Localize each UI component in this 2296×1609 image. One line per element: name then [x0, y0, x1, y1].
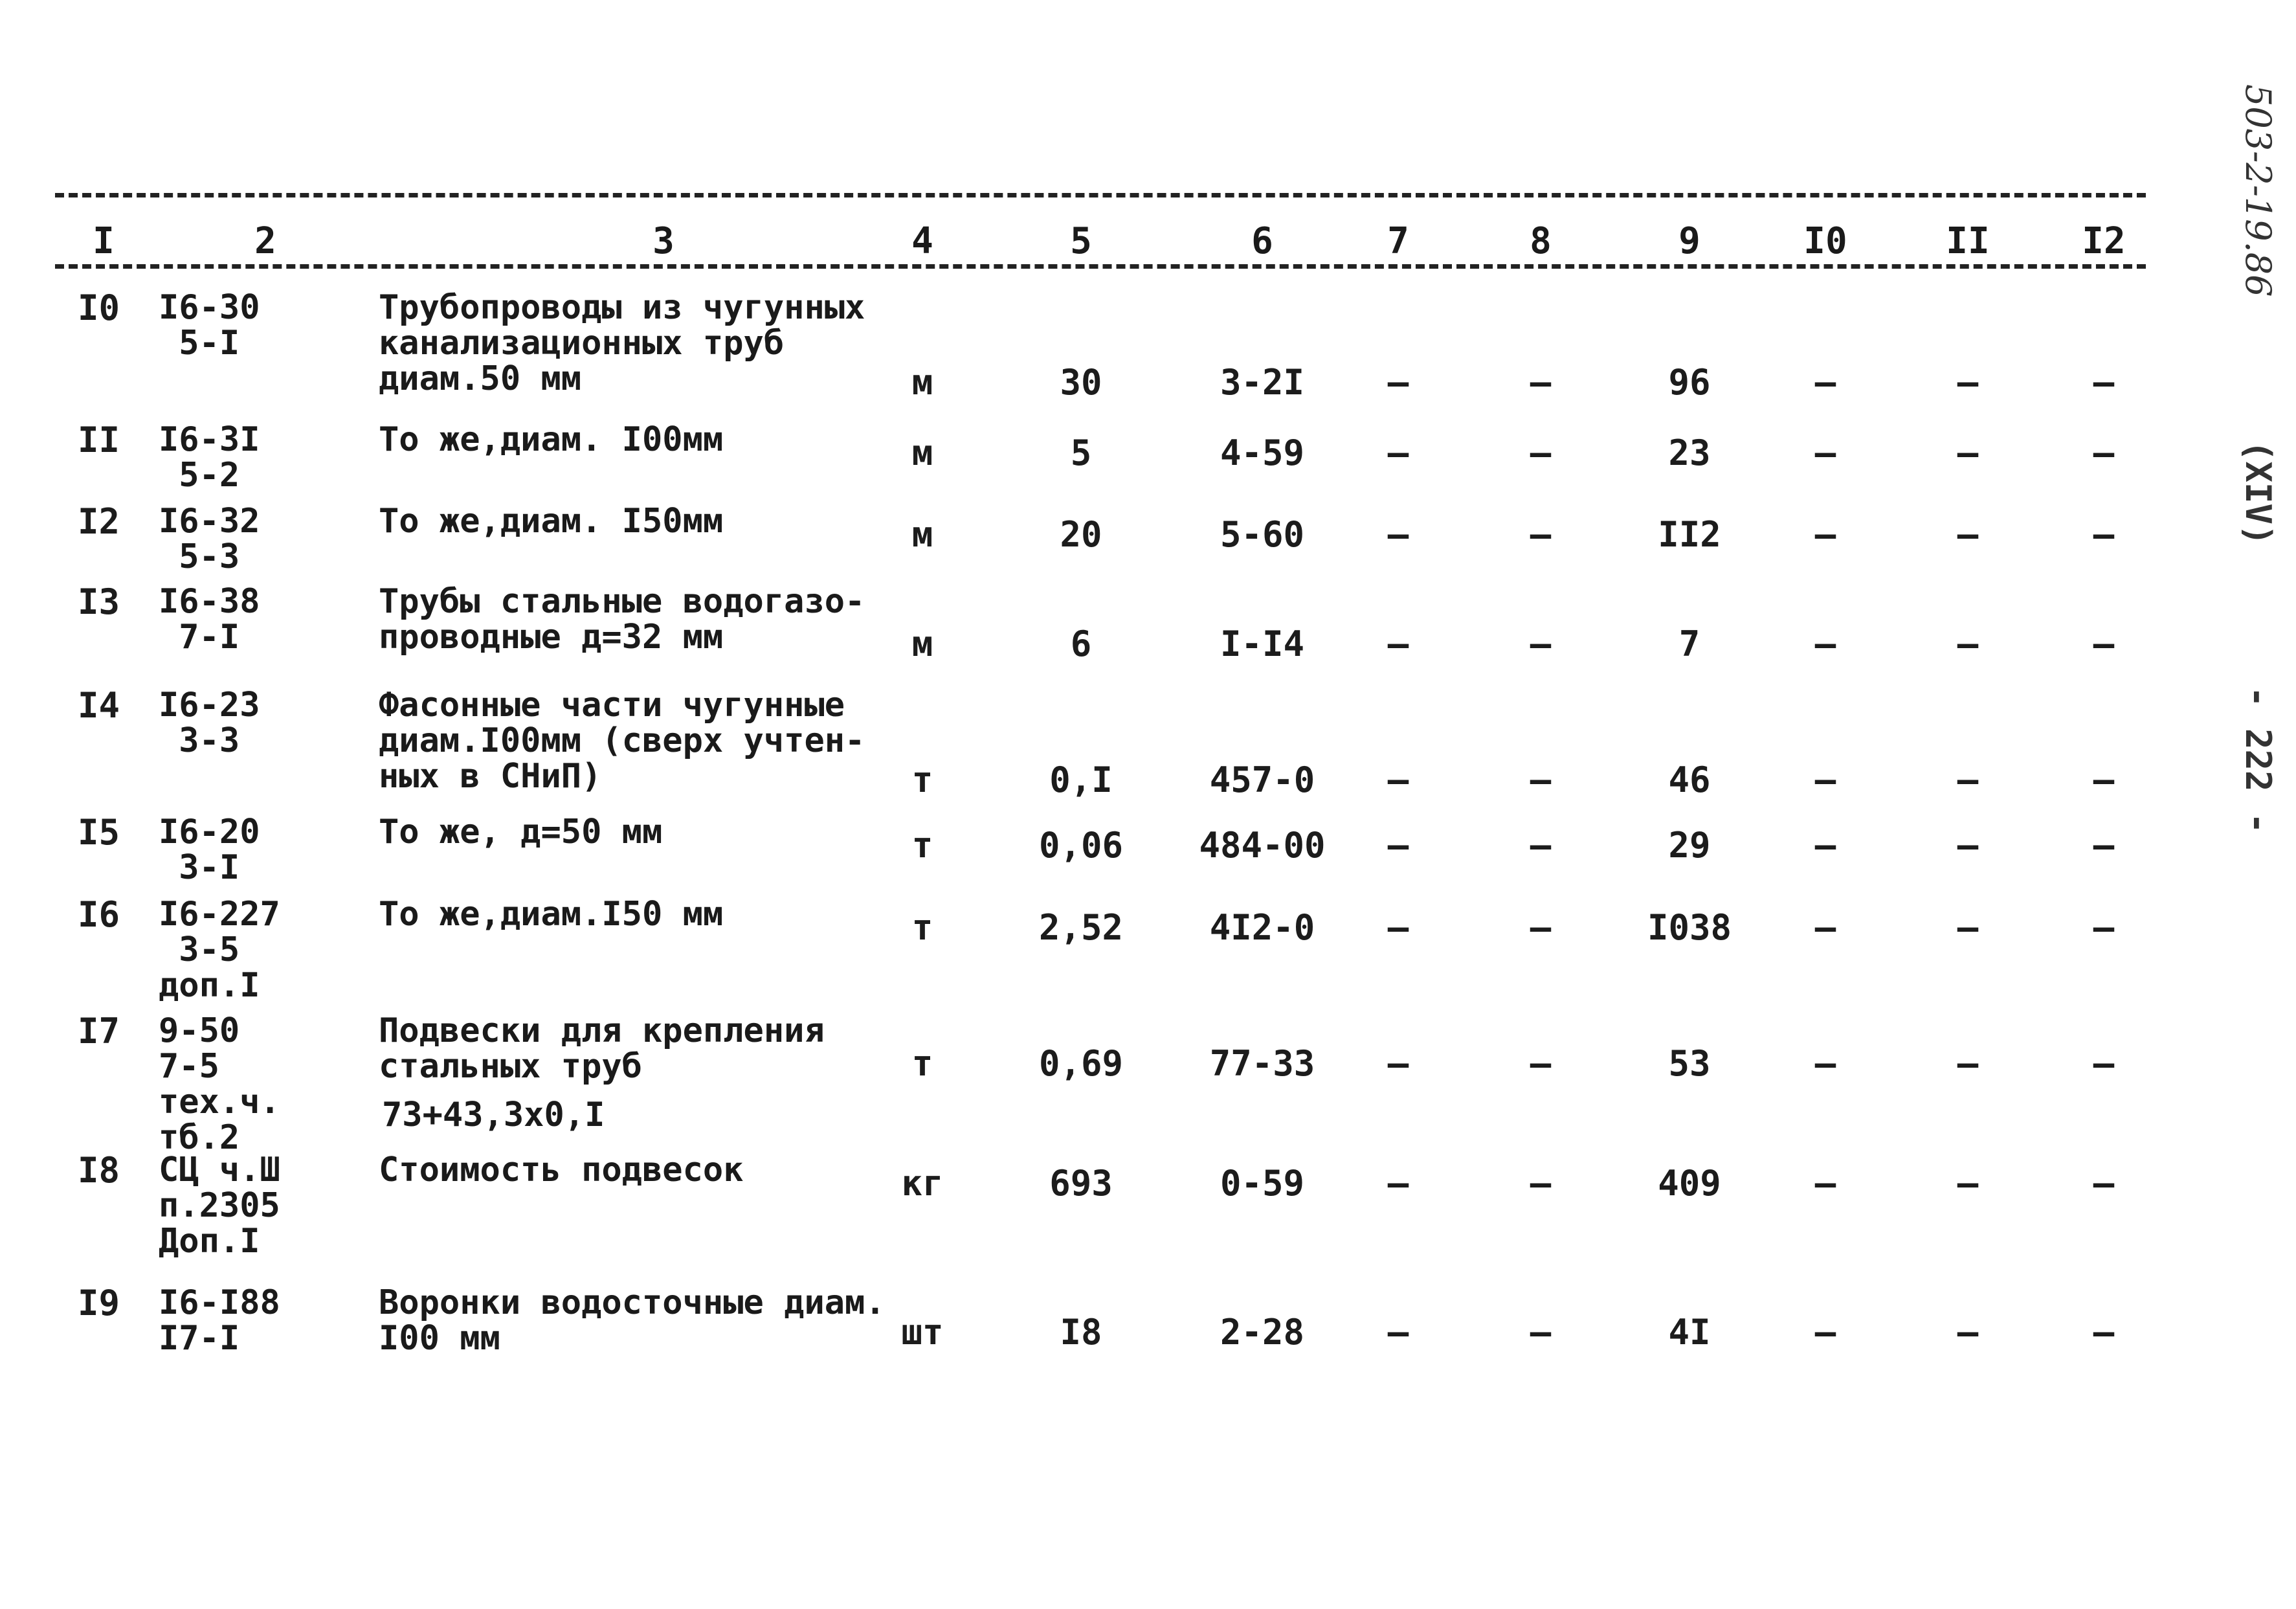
table-top-rule — [55, 193, 2146, 197]
col12-cell: – — [2093, 825, 2115, 866]
col9-cell: 7 — [1678, 624, 1700, 664]
unit-cell: м — [911, 514, 933, 555]
quantity-cell: I8 — [1060, 1312, 1102, 1353]
col11-cell: – — [1957, 362, 1979, 403]
work-description: Стоимость подвесок — [379, 1151, 744, 1189]
col10-cell: – — [1814, 1043, 1836, 1084]
header-col-7: 7 — [1387, 220, 1409, 262]
col12-cell: – — [2093, 624, 2115, 664]
quantity-cell: 6 — [1070, 624, 1092, 664]
col8-cell: – — [1530, 759, 1552, 800]
row-number: I4 — [78, 685, 120, 726]
page-number: - 222 - — [2238, 686, 2279, 834]
row-number: I7 — [78, 1011, 120, 1052]
col10-cell: – — [1814, 759, 1836, 800]
col11-cell: – — [1957, 1043, 1979, 1084]
col7-cell: – — [1387, 1163, 1409, 1204]
row-number: I3 — [78, 581, 120, 622]
col12-cell: – — [2093, 1163, 2115, 1204]
col7-cell: – — [1387, 825, 1409, 866]
col8-cell: – — [1530, 1163, 1552, 1204]
col10-cell: – — [1814, 514, 1836, 555]
quantity-cell: 0,06 — [1038, 825, 1124, 866]
col12-cell: – — [2093, 759, 2115, 800]
col10-cell: – — [1814, 362, 1836, 403]
col11-cell: – — [1957, 759, 1979, 800]
unit-price-cell: 457-0 — [1209, 759, 1315, 800]
row-number: I9 — [78, 1283, 120, 1323]
row-number: I8 — [78, 1150, 120, 1191]
unit-cell: т — [911, 1043, 933, 1084]
unit-cell: м — [911, 624, 933, 664]
unit-cell: т — [911, 825, 933, 866]
col10-cell: – — [1814, 907, 1836, 948]
unit-price-cell: 3-2I — [1220, 362, 1305, 403]
unit-price-cell: 77-33 — [1209, 1043, 1315, 1084]
col11-cell: – — [1957, 433, 1979, 473]
col10-cell: – — [1814, 433, 1836, 473]
table-header-rule — [55, 264, 2146, 269]
work-description: Подвески для крепления стальных труб — [379, 1011, 825, 1086]
quantity-cell: 693 — [1049, 1163, 1113, 1204]
col8-cell: – — [1530, 1043, 1552, 1084]
col7-cell: – — [1387, 1043, 1409, 1084]
header-col-12: I2 — [2082, 220, 2126, 262]
col8-cell: – — [1530, 514, 1552, 555]
col10-cell: – — [1814, 825, 1836, 866]
section-tag: (XIV) — [2238, 440, 2279, 546]
col12-cell: – — [2093, 1312, 2115, 1353]
norm-code: I6-3I 5-2 — [159, 420, 260, 495]
unit-cell: м — [911, 362, 933, 403]
col11-cell: – — [1957, 514, 1979, 555]
col10-cell: – — [1814, 1312, 1836, 1353]
row-number: I0 — [78, 287, 120, 328]
col8-cell: – — [1530, 433, 1552, 473]
col7-cell: – — [1387, 514, 1409, 555]
work-description: То же, д=50 мм — [379, 813, 663, 851]
row-number: I6 — [78, 894, 120, 935]
col7-cell: – — [1387, 1312, 1409, 1353]
quantity-cell: 30 — [1060, 362, 1102, 403]
work-description: Фасонные части чугунные диам.I00мм (сверх учтен- ных в СНиП) — [379, 686, 865, 796]
col12-cell: – — [2093, 433, 2115, 473]
unit-price-cell: 4-59 — [1220, 433, 1305, 473]
unit-price-cell: 4I2-0 — [1209, 907, 1315, 948]
col11-cell: – — [1957, 907, 1979, 948]
norm-code: I6-30 5-I — [159, 288, 260, 363]
col8-cell: – — [1530, 907, 1552, 948]
header-col-4: 4 — [911, 220, 933, 262]
col9-cell: 409 — [1658, 1163, 1721, 1204]
norm-code: СЦ ч.Ш п.2305 Доп.I — [159, 1151, 280, 1261]
col11-cell: – — [1957, 1312, 1979, 1353]
unit-price-cell: 2-28 — [1220, 1312, 1305, 1353]
header-col-5: 5 — [1070, 220, 1092, 262]
norm-code: I6-32 5-3 — [159, 502, 260, 576]
col10-cell: – — [1814, 1163, 1836, 1204]
work-description: То же,диам. I00мм — [379, 420, 724, 459]
header-col-8: 8 — [1530, 220, 1552, 262]
col10-cell: – — [1814, 624, 1836, 664]
col8-cell: – — [1530, 825, 1552, 866]
col7-cell: – — [1387, 759, 1409, 800]
work-description: То же,диам. I50мм — [379, 502, 724, 541]
col9-cell: 29 — [1668, 825, 1711, 866]
work-formula: 73+43,3х0,I — [382, 1096, 605, 1134]
header-col-3: 3 — [652, 220, 674, 262]
col11-cell: – — [1957, 624, 1979, 664]
unit-cell: т — [911, 759, 933, 800]
col12-cell: – — [2093, 514, 2115, 555]
header-col-9: 9 — [1678, 220, 1700, 262]
quantity-cell: 0,69 — [1038, 1043, 1124, 1084]
header-col-6: 6 — [1251, 220, 1273, 262]
col11-cell: – — [1957, 1163, 1979, 1204]
unit-price-cell: 484-00 — [1199, 825, 1326, 866]
col9-cell: 4I — [1668, 1312, 1711, 1353]
unit-cell: кг — [901, 1163, 944, 1204]
unit-price-cell: 0-59 — [1220, 1163, 1305, 1204]
row-number: I5 — [78, 812, 120, 853]
norm-code: I6-23 3-3 — [159, 686, 260, 760]
col12-cell: – — [2093, 907, 2115, 948]
norm-code: I6-38 7-I — [159, 582, 260, 657]
quantity-cell: 2,52 — [1038, 907, 1124, 948]
norm-code: 9-50 7-5 тех.ч. тб.2 — [159, 1011, 280, 1157]
unit-cell: шт — [901, 1312, 944, 1353]
col8-cell: – — [1530, 624, 1552, 664]
header-col-2: 2 — [254, 220, 276, 262]
col8-cell: – — [1530, 1312, 1552, 1353]
norm-code: I6-227 3-5 доп.I — [159, 895, 280, 1005]
col12-cell: – — [2093, 1043, 2115, 1084]
doc-code: 503-2-19.86 — [2238, 84, 2279, 297]
col9-cell: II2 — [1658, 514, 1721, 555]
header-col-10: I0 — [1803, 220, 1847, 262]
unit-cell: т — [911, 907, 933, 948]
col7-cell: – — [1387, 433, 1409, 473]
col9-cell: 23 — [1668, 433, 1711, 473]
col9-cell: 96 — [1668, 362, 1711, 403]
col7-cell: – — [1387, 907, 1409, 948]
work-description: Воронки водосточные диам. I00 мм — [379, 1283, 886, 1358]
col8-cell: – — [1530, 362, 1552, 403]
quantity-cell: 20 — [1060, 514, 1102, 555]
col7-cell: – — [1387, 624, 1409, 664]
quantity-cell: 0,I — [1049, 759, 1113, 800]
row-number: II — [78, 420, 120, 460]
work-description: Трубопроводы из чугунных канализационных труб диам.50 мм — [379, 288, 865, 398]
norm-code: I6-I88 I7-I — [159, 1283, 280, 1358]
col9-cell: 53 — [1668, 1043, 1711, 1084]
col11-cell: – — [1957, 825, 1979, 866]
row-number: I2 — [78, 501, 120, 542]
norm-code: I6-20 3-I — [159, 813, 260, 887]
unit-price-cell: 5-60 — [1220, 514, 1305, 555]
unit-cell: м — [911, 433, 933, 473]
unit-price-cell: I-I4 — [1220, 624, 1305, 664]
side-margin — [2214, 78, 2285, 919]
quantity-cell: 5 — [1070, 433, 1092, 473]
work-description: Трубы стальные водогазо- проводные д=32 мм — [379, 582, 865, 657]
col12-cell: – — [2093, 362, 2115, 403]
col7-cell: – — [1387, 362, 1409, 403]
work-description: То же,диам.I50 мм — [379, 895, 724, 934]
col9-cell: 46 — [1668, 759, 1711, 800]
col9-cell: I038 — [1647, 907, 1732, 948]
header-col-11: II — [1946, 220, 1990, 262]
header-col-1: I — [93, 220, 115, 262]
